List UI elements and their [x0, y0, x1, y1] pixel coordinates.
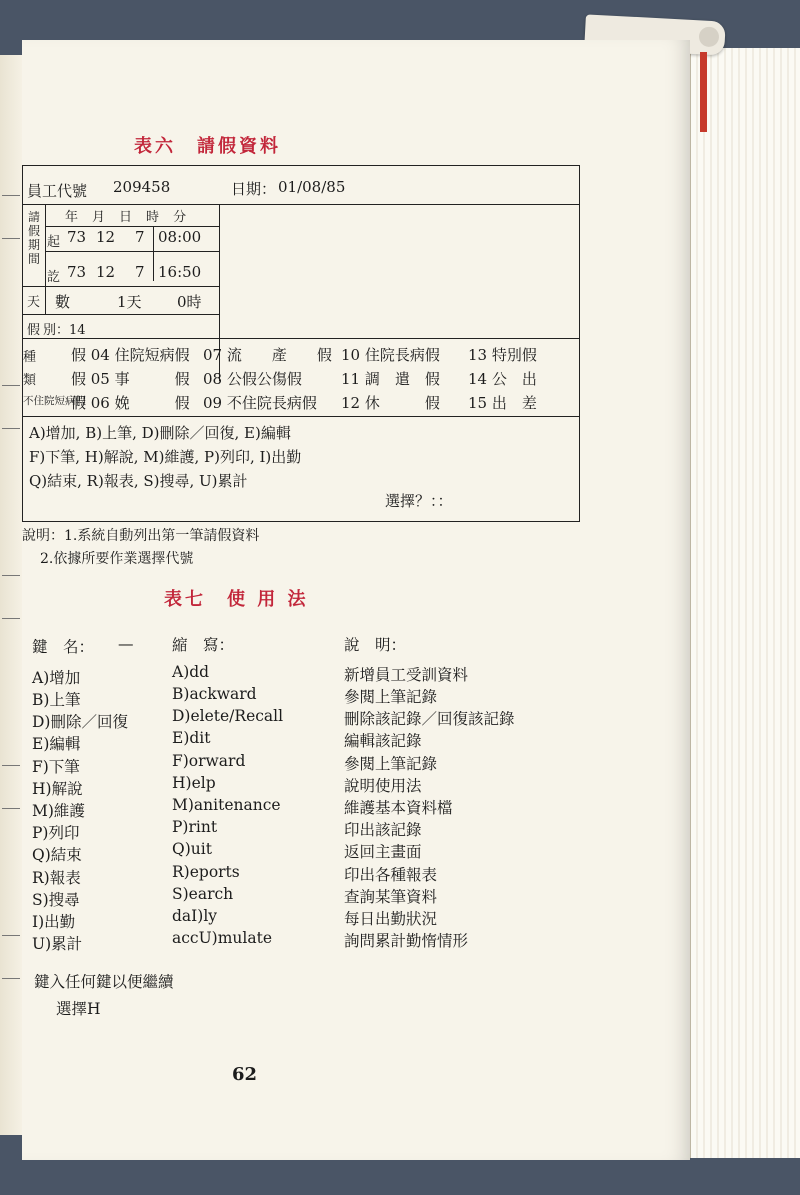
usage-key-accumulate: U)累計: [32, 935, 83, 953]
header-abbr: 縮 寫：: [172, 636, 235, 654]
usage-desc-edit: 編輯該記錄: [344, 732, 422, 750]
type-side-label-3: 不住院短病假: [23, 395, 86, 407]
usage-key-add: A)增加: [32, 669, 81, 687]
usage-abbr-add: A)dd: [172, 663, 210, 681]
usage-abbr-maintenance: M)anitenance: [172, 796, 281, 814]
usage-key-edit: E)編輯: [32, 735, 81, 753]
date-label: 日期：: [231, 180, 277, 198]
usage-abbr-backward: B)ackward: [172, 685, 257, 703]
footer-select-h: 選擇H: [56, 1000, 101, 1018]
header-desc: 說 明：: [344, 636, 407, 654]
page-number: 62: [232, 1064, 258, 1085]
type-value: 別：14: [43, 323, 86, 338]
type-side-label-2: 類: [23, 373, 37, 388]
usage-key-backward: B)上筆: [32, 691, 81, 709]
usage-abbr-print: P)rint: [172, 818, 218, 836]
hours-value: 0時: [177, 293, 202, 311]
usage-desc-add: 新增員工受訓資料: [344, 666, 469, 684]
start-month: 12: [96, 228, 116, 246]
usage-key-reports: R)報表: [32, 869, 81, 887]
header-key: 鍵 名：: [32, 638, 95, 656]
usage-key-forward: F)下筆: [32, 758, 80, 776]
leave-type-15: 15 出 差: [468, 394, 537, 412]
end-year: 73: [67, 263, 87, 281]
employee-id-label: 員工代號: [27, 182, 88, 200]
usage-key-search: S)搜尋: [32, 891, 80, 909]
end-label: 訖: [47, 270, 61, 285]
usage-desc-help: 說明使用法: [344, 777, 422, 795]
employee-id-value: 209458: [113, 178, 171, 196]
leave-type-10: 10 住院長病假: [341, 346, 440, 364]
menu-line-2: F)下筆, H)解說, M)維護, P)列印, I)出勤: [29, 448, 302, 466]
menu-line-3: Q)結束, R)報表, S)搜尋, U)累計: [29, 472, 248, 490]
start-label: 起: [47, 235, 61, 250]
usage-abbr-daily: daI)ly: [172, 907, 218, 925]
end-month: 12: [96, 263, 116, 281]
usage-abbr-edit: E)dit: [172, 729, 211, 747]
usage-abbr-reports: R)eports: [172, 863, 240, 881]
leave-type-07: 07 流 產 假: [203, 346, 332, 364]
usage-desc-forward: 參閱上筆記錄: [344, 755, 438, 773]
usage-desc-search: 查詢某筆資料: [344, 888, 438, 906]
period-col-headers: 年月日時分: [65, 210, 201, 225]
note-1: 說明：1.系統自動列出第一筆請假資料: [22, 528, 260, 544]
usage-key-print: P)列印: [32, 824, 80, 842]
date-value: 01/08/85: [278, 178, 346, 196]
usage-abbr-quit: Q)uit: [172, 840, 212, 858]
usage-key-help: H)解說: [32, 780, 83, 798]
start-year: 73: [67, 228, 87, 246]
usage-desc-maintenance: 維護基本資料檔: [344, 799, 453, 817]
leave-record-form: [22, 165, 580, 522]
book-page: 表六 請假資料 員工代號 209458 日期： 01/08/85 請假期間 年月日時分 起 73 12 7 08:00 訖 73 12 7 16:50 天 數 1天 0時 假 別：14 種 類 不住院短病假 假 04 住院短病假 07 流 產 假 10 住院長病假 13 特別假 假 05 事 假 08 公假公傷假 11 調 遣 假 14 公 出 假 06 娩 假 09 不住院長病假 12 休 假 15 出 差 A)增加, B)上筆, D)刪除／回復, E)編輯 F)下筆, H)解說, M)維護, P)列印, I)出勤 Q)結束, R)報表, S)搜尋, U)累計 選擇？：： 說明：1.系統自動列出第一筆請假資料 2.依據所要作業選擇代號 表七 使 用 法 鍵 名： — 縮 寫： 說 明： A)增加 A)dd 新增員工受訓資料 B)上筆 B)ackward 參閱上筆記錄 D)刪除／回復 D)elete/Recall 刪除該記錄／回復該記錄 E)編輯 E)dit 編輯該記錄 F)下筆 F)orward 參閱上筆記錄 H)解說 H)elp 說明使用法 M)維護 M)anitenance 維護基本資料檔 P)列印 P)rint 印出該記錄 Q)結束 Q)uit 返回主畫面 R)報表 R)eports 印出各種報表 S)搜尋 S)earch 查詢某筆資料 I)出勤 daI)ly 每日出勤狀況 U)累計 accU)mulate 詢問累計勤惰情形 鍵入任何鍵以便繼續 選擇H 62: [22, 40, 690, 1160]
book-page-stack: [690, 48, 800, 1158]
leave-type-09: 09 不住院長病假: [203, 394, 317, 412]
end-day: 7: [135, 263, 145, 281]
type-label: 假: [27, 323, 41, 338]
type-side-label-1: 種: [23, 350, 37, 365]
usage-key-delete: D)刪除／回復: [32, 713, 128, 731]
leave-type-05: 假 05 事 假: [71, 370, 190, 388]
leave-period-label: 請假期間: [27, 210, 40, 266]
leave-type-12: 12 休 假: [341, 394, 440, 412]
start-day: 7: [135, 228, 145, 246]
leave-type-04: 假 04 住院短病假: [71, 346, 190, 364]
leave-type-06: 假 06 娩 假: [71, 394, 190, 412]
table6-title: 表六 請假資料: [134, 136, 281, 157]
usage-abbr-delete: D)elete/Recall: [172, 707, 284, 725]
usage-abbr-accumulate: accU)mulate: [172, 929, 272, 947]
leave-type-11: 11 調 遣 假: [341, 370, 440, 388]
usage-desc-accumulate: 詢問累計勤惰情形: [344, 932, 469, 950]
usage-desc-print: 印出該記錄: [344, 821, 422, 839]
days-value: 1天: [117, 293, 142, 311]
bookmark-ribbon: [700, 52, 707, 132]
usage-desc-delete: 刪除該記錄／回復該記錄: [344, 710, 515, 728]
usage-key-maintenance: M)維護: [32, 802, 85, 820]
usage-desc-reports: 印出各種報表: [344, 866, 438, 884]
usage-key-quit: Q)結束: [32, 846, 82, 864]
note-2: 2.依據所要作業選擇代號: [40, 551, 194, 567]
days-label: 天: [27, 295, 41, 310]
footer-press-any-key: 鍵入任何鍵以便繼續: [34, 973, 174, 991]
table7-title: 表七 使 用 法: [164, 589, 309, 610]
usage-desc-backward: 參閱上筆記錄: [344, 688, 438, 706]
usage-desc-daily: 每日出勤狀況: [344, 910, 438, 928]
usage-desc-quit: 返回主畫面: [344, 843, 422, 861]
leave-type-13: 13 特別假: [468, 346, 537, 364]
usage-abbr-forward: F)orward: [172, 752, 246, 770]
usage-key-daily: I)出勤: [32, 913, 76, 931]
leave-type-08: 08 公假公傷假: [203, 370, 302, 388]
count-label: 數: [55, 293, 71, 311]
start-time: 08:00: [158, 228, 202, 246]
menu-line-1: A)增加, B)上筆, D)刪除／回復, E)編輯: [29, 424, 291, 442]
end-time: 16:50: [158, 263, 202, 281]
usage-abbr-help: H)elp: [172, 774, 216, 792]
select-prompt: 選擇？：：: [385, 492, 453, 510]
leave-type-14: 14 公 出: [468, 370, 537, 388]
usage-abbr-search: S)earch: [172, 885, 234, 903]
